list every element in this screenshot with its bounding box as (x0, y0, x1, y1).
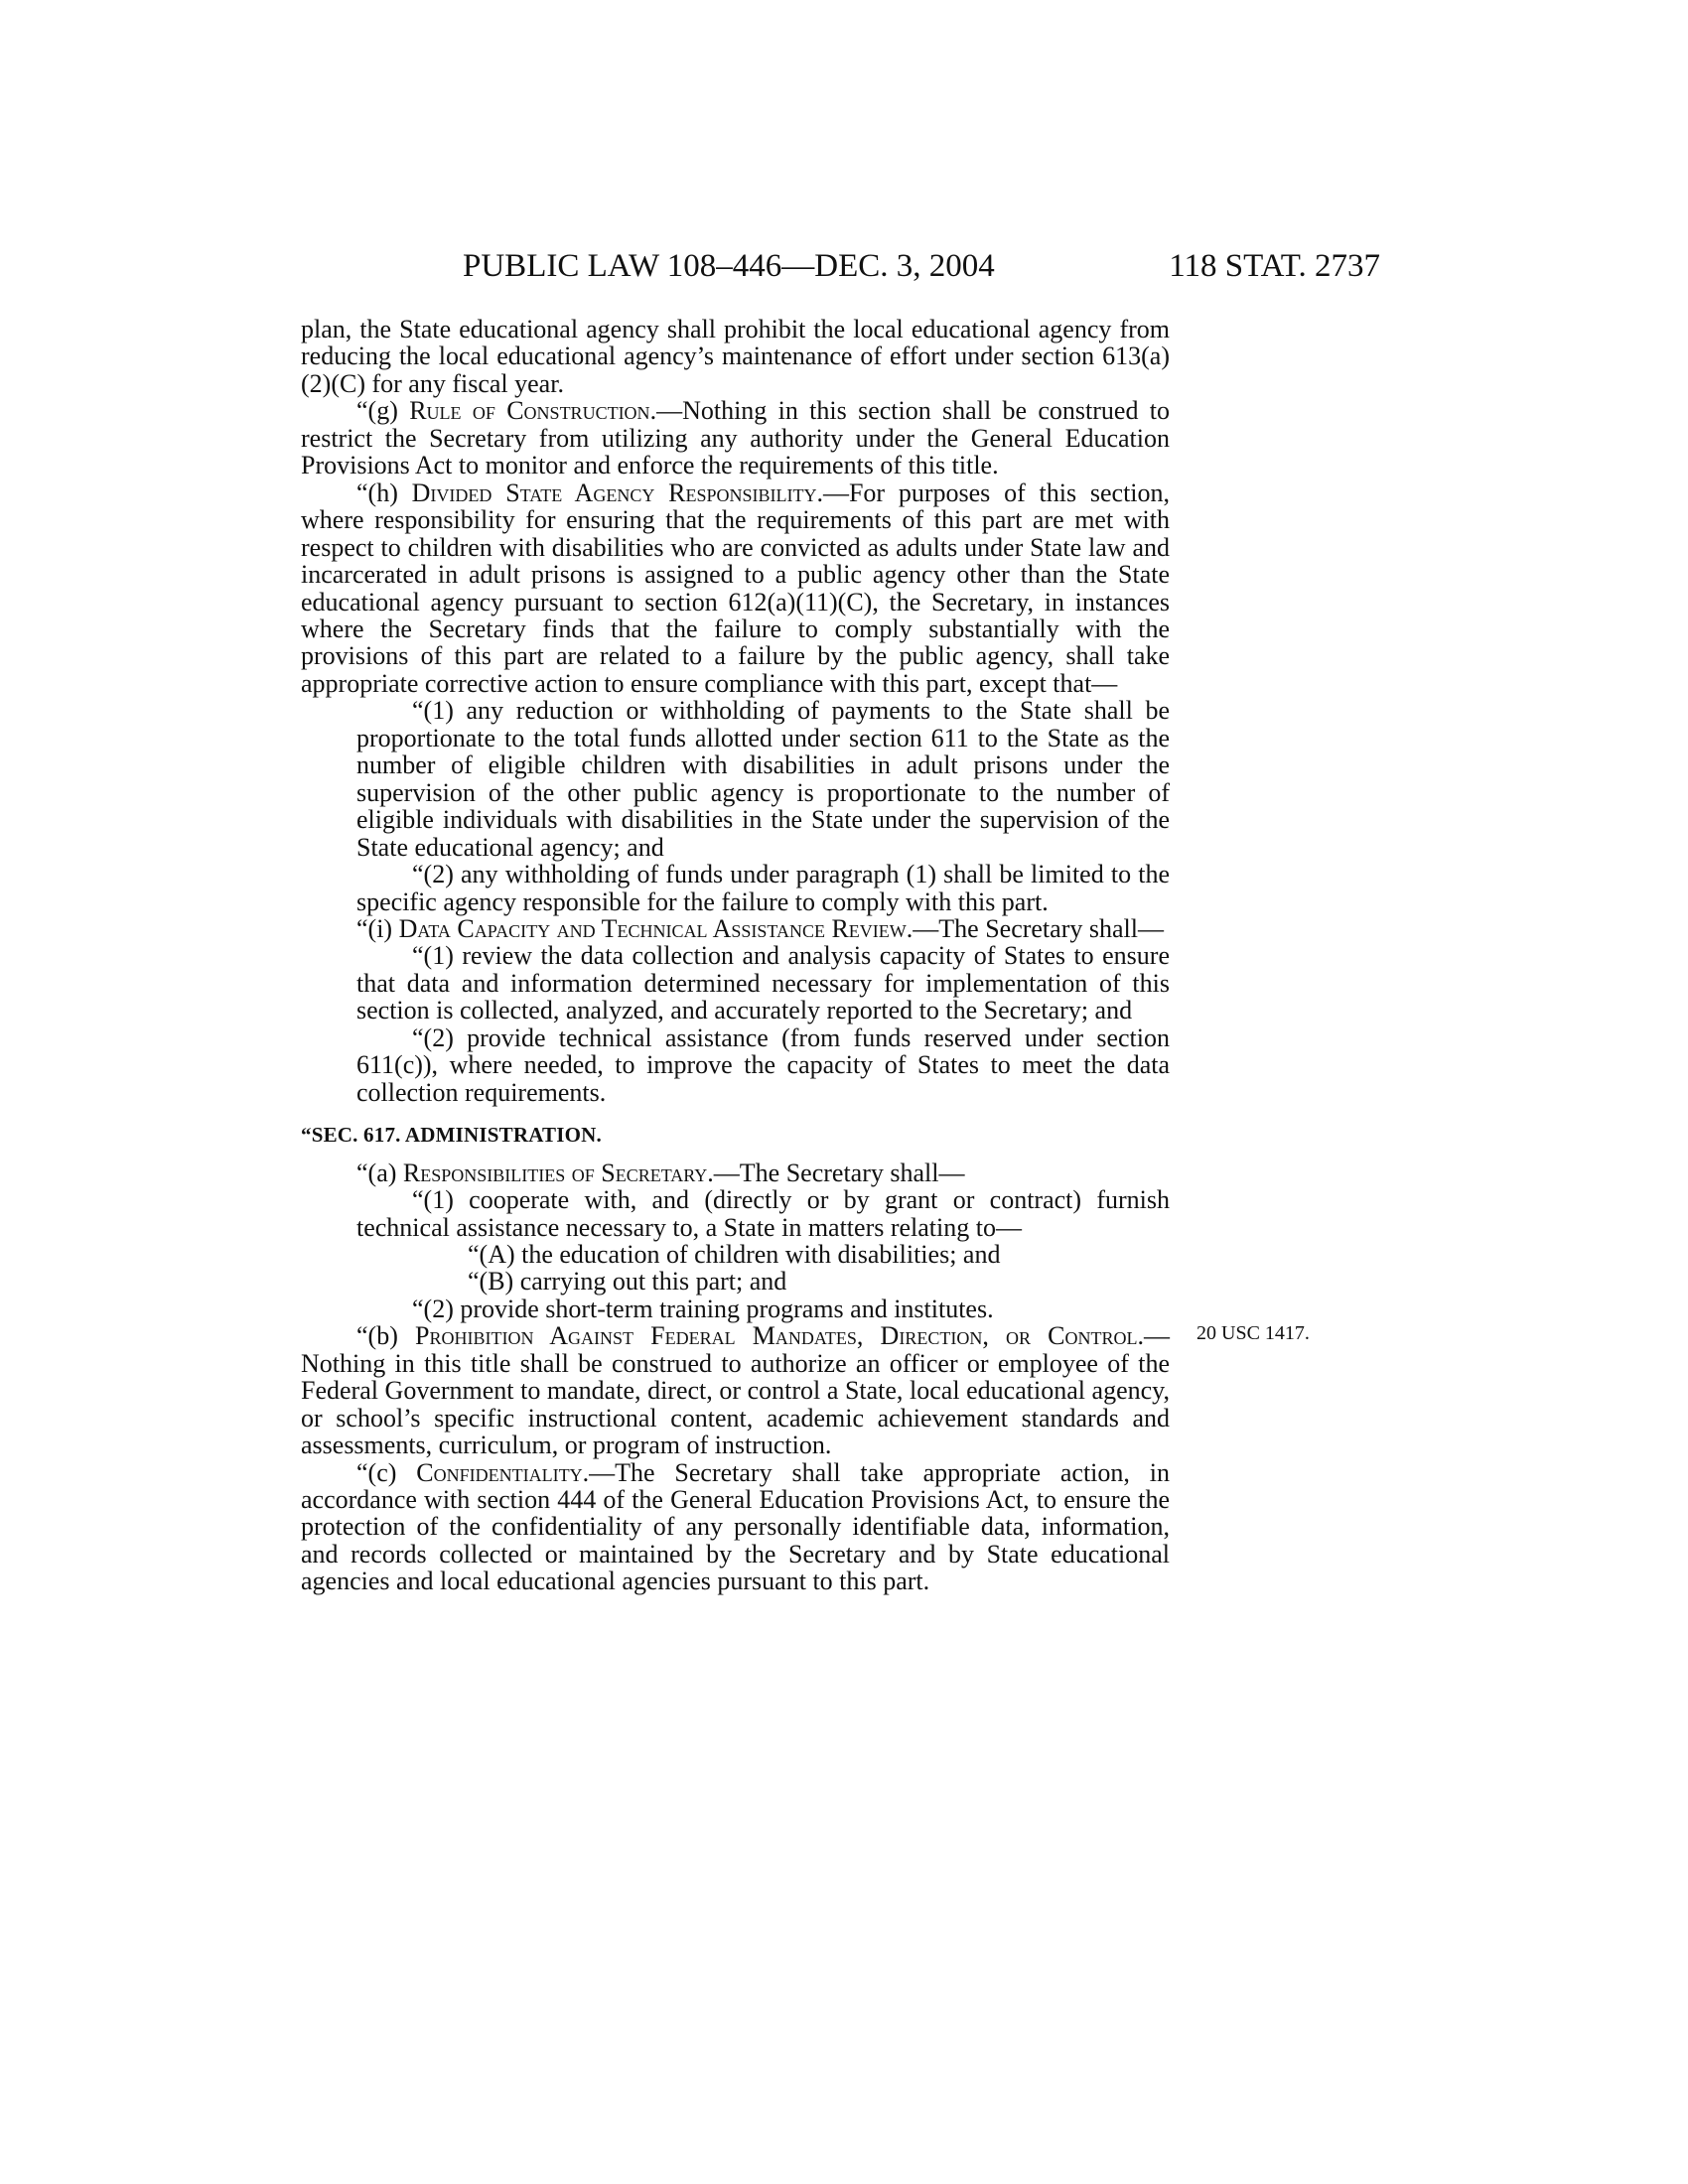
subsection-text: .—The Secretary shall take appropriate action, in accordance with section 444 of the General Education Provisions Act, to ensure the protection of the confidentiality of any personally identifiable data, information, and records collected or maintained by the Secretary and by State educational agencies and local educational agencies pursuant to this part. (301, 1457, 1170, 1596)
subsection-heading: Data Capacity and Technical Assistance Review (398, 913, 907, 943)
subsection-h (301, 479, 1170, 698)
paragraph-a1: “(1) cooperate with, and (directly or by grant or contract) furnish technical assistance necessary to, a State in matters relating to— (356, 1185, 1170, 1242)
subsection-heading: Prohibition Against Federal Mandates, Direction, or Control (415, 1321, 1138, 1351)
paragraph-i2: “(2) provide technical assistance (from funds reserved under section 611(c)), where needed, to improve the capacity of States to meet the data collection requirements. (356, 1023, 1170, 1107)
subsection-i (301, 915, 1170, 942)
subsection-label: “(c) (356, 1457, 397, 1487)
subsection-label: “(i) (356, 913, 393, 943)
subsection-text: .—Nothing in this title shall be construed to authorize an officer or employee of the Federal Government to mandate, direct, or control a State, local educational agency, or school’s specific instructional content, academic achievement standards and assessments, curriculum, or program of instruction. (301, 1321, 1170, 1460)
subsection-label: “(g) (356, 396, 398, 426)
public-law-citation: PUBLIC LAW 108–446—DEC. 3, 2004 (463, 248, 995, 284)
subsection-text: .—The Secretary shall— (707, 1158, 965, 1187)
subsection-b (301, 1322, 1170, 1458)
subsection-heading: Divided State Agency Responsibility (411, 478, 817, 507)
subparagraph-a1A: “(A) the education of children with disabilities; and (468, 1239, 1001, 1269)
paragraph-i1: “(1) review the data collection and analysis capacity of States to ensure that data and information determined necessary for implementation of this section is collected, analyzed, and accurately reported to the Secretary; and (356, 941, 1170, 1025)
subsection-heading: Responsibilities of Secretary (402, 1158, 708, 1187)
subsection-text: .—The Secretary shall— (906, 913, 1164, 943)
subsection-text: .—For purposes of this section, where responsibility for ensuring that the requirements of this part are met with respect to children with disabilities who are convicted as adults under State law and incarcerated in adult prisons is assigned to a public agency other than the State educational agency pursuant to section 612(a)(11)(C), the Secretary, in instances where the Secretary finds that the failure to comply substantially with the provisions of this part are related to a failure by the public agency, shall take appropriate corrective action to ensure compliance with this part, except that— (301, 478, 1171, 698)
subsection-heading: Confidentiality (416, 1457, 583, 1487)
subsection-c (301, 1459, 1170, 1595)
subsection-text: .—Nothing in this section shall be construed to restrict the Secretary from utilizing any authority under the General Education Provisions Act to monitor and enforce the requirements of this title. (301, 396, 1171, 480)
paragraph-continuation: plan, the State educational agency shall prohibit the local educational agency from reducing the local educational agency’s maintenance of effort under section 613(a)(2)(C) for any fiscal year. (301, 315, 1170, 398)
subsection-a (301, 1160, 1170, 1186)
statute-page-number: 118 STAT. 2737 (1169, 248, 1380, 284)
paragraph-h1: “(1) any reduction or withholding of payments to the State shall be proportionate to the total funds allotted under section 611 to the State as the number of eligible children with disabilities in adult prisons under the supervision of the other public agency is proportionate to the number of eligible individuals with disabilities in the State under the supervision of the State educational agency; and (356, 696, 1170, 862)
subparagraph-a1B: “(B) carrying out this part; and (468, 1267, 787, 1297)
subsection-heading: Rule of Construction (409, 396, 650, 426)
paragraph-a2: “(2) provide short-term training programs and institutes. (412, 1294, 994, 1323)
subsection-label: “(h) (356, 478, 398, 507)
paragraph-h2: “(2) any withholding of funds under paragraph (1) shall be limited to the specific agency responsible for the failure to comply with this part. (356, 860, 1170, 916)
subsection-g (301, 397, 1170, 478)
section-617-heading: “SEC. 617. ADMINISTRATION. (301, 1123, 602, 1148)
subsection-label: “(b) (356, 1321, 398, 1351)
running-header (298, 241, 1380, 291)
statute-body (301, 316, 1170, 1595)
usc-margin-note: 20 USC 1417. (1196, 1322, 1310, 1344)
subsection-label: “(a) (356, 1158, 397, 1187)
